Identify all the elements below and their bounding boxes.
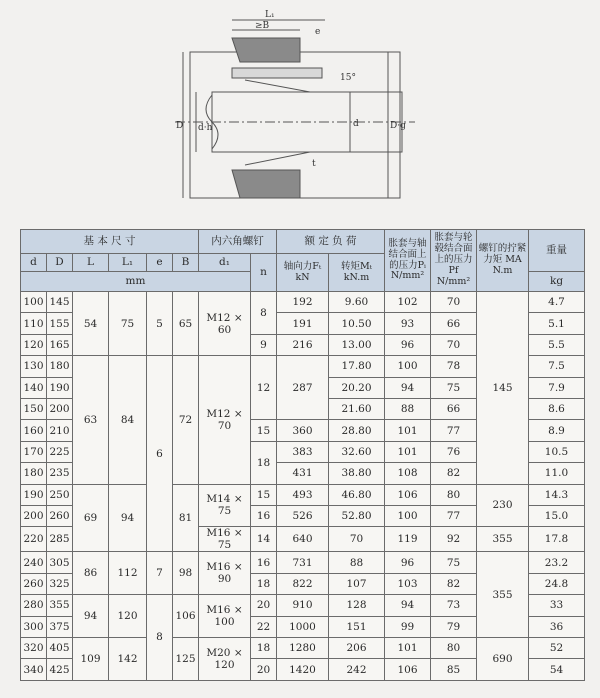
cell-d: 300: [21, 616, 47, 637]
header-col-B: B: [173, 254, 199, 272]
cell-ft: 383: [277, 441, 329, 462]
cell-d: 220: [21, 527, 47, 552]
cell-mt: 9.60: [329, 292, 385, 313]
cell-pi: 102: [385, 292, 431, 313]
cell-d: 160: [21, 420, 47, 441]
cell-pi: 106: [385, 484, 431, 505]
label-dh: d·h: [198, 123, 213, 133]
cell-pi: 100: [385, 356, 431, 377]
cell-pf: 75: [431, 552, 477, 573]
table-row: [21, 552, 585, 573]
cell-pf: 80: [431, 484, 477, 505]
table-body: [21, 292, 585, 681]
cell-mt: 20.20: [329, 377, 385, 398]
sleeve-top: [232, 38, 300, 62]
cell-d: 280: [21, 595, 47, 616]
cell-l: 86: [73, 552, 109, 595]
cell-ma: 145: [477, 292, 529, 485]
cell-d: 140: [21, 377, 47, 398]
cell-d1: M16 × 75: [199, 527, 251, 552]
header-axial-force: 轴向力Fₜ kN: [277, 254, 329, 292]
cell-ma: 355: [477, 552, 529, 638]
label-D: D: [176, 121, 184, 131]
cell-pi: 94: [385, 595, 431, 616]
header-sleeve-hub: 胀套与轮毂结合面上的压力Pf N/mm²: [431, 230, 477, 292]
cell-ft: 192: [277, 292, 329, 313]
cell-mt: 242: [329, 659, 385, 680]
cell-ft: 493: [277, 484, 329, 505]
cell-n: 16: [251, 505, 277, 526]
cell-kg: 52: [529, 637, 585, 658]
cell-D: 325: [47, 573, 73, 594]
cell-kg: 8.6: [529, 398, 585, 419]
cell-pf: 76: [431, 441, 477, 462]
cell-ft: 526: [277, 505, 329, 526]
header-col-d: d: [21, 254, 47, 272]
cell-kg: 15.0: [529, 505, 585, 526]
cell-pf: 70: [431, 334, 477, 355]
cell-D: 190: [47, 377, 73, 398]
cell-pf: 85: [431, 659, 477, 680]
spec-table: [20, 229, 585, 681]
cell-kg: 23.2: [529, 552, 585, 573]
header-col-D: D: [47, 254, 73, 272]
cell-b: 72: [173, 356, 199, 484]
table-row: [21, 484, 585, 505]
cell-ft: 1420: [277, 659, 329, 680]
label-angle: 15°: [340, 73, 356, 83]
cell-n: 12: [251, 356, 277, 420]
cell-n: 20: [251, 595, 277, 616]
cone-line-top: [245, 80, 310, 92]
cell-pf: 66: [431, 398, 477, 419]
cell-D: 250: [47, 484, 73, 505]
cell-n: 22: [251, 616, 277, 637]
cell-ft: 640: [277, 527, 329, 552]
cell-D: 225: [47, 441, 73, 462]
cell-D: 165: [47, 334, 73, 355]
header-col-d1: d₁: [199, 254, 251, 272]
cell-l: 109: [73, 637, 109, 680]
cell-ma: 230: [477, 484, 529, 527]
cell-l: 54: [73, 292, 109, 356]
label-L1: L₁: [265, 10, 275, 20]
cell-e: 7: [147, 552, 173, 595]
cell-kg: 36: [529, 616, 585, 637]
cell-ft: 191: [277, 313, 329, 334]
cell-mt: 70: [329, 527, 385, 552]
cell-kg: 5.1: [529, 313, 585, 334]
cell-pi: 103: [385, 573, 431, 594]
cell-pi: 101: [385, 420, 431, 441]
cell-n: 16: [251, 552, 277, 573]
cell-pf: 92: [431, 527, 477, 552]
cell-l1: 84: [109, 356, 147, 484]
cell-kg: 5.5: [529, 334, 585, 355]
cell-d: 320: [21, 637, 47, 658]
cell-D: 235: [47, 463, 73, 484]
cell-n: 8: [251, 292, 277, 335]
cell-l: 63: [73, 356, 109, 484]
cell-kg: 10.5: [529, 441, 585, 462]
header-sleeve-shaft: 胀套与轴结合面上的压力Pᵢ N/mm²: [385, 230, 431, 292]
cell-ft: 431: [277, 463, 329, 484]
cell-l1: 112: [109, 552, 147, 595]
cell-D: 405: [47, 637, 73, 658]
cell-d: 340: [21, 659, 47, 680]
cell-kg: 54: [529, 659, 585, 680]
cell-l1: 142: [109, 637, 147, 680]
cell-pf: 73: [431, 595, 477, 616]
cell-d: 130: [21, 356, 47, 377]
table-row: [21, 637, 585, 658]
cell-kg: 14.3: [529, 484, 585, 505]
cell-mt: 107: [329, 573, 385, 594]
cell-kg: 11.0: [529, 463, 585, 484]
cell-n: 15: [251, 484, 277, 505]
cell-l: 94: [73, 595, 109, 638]
expansion-sleeve-drawing: [0, 0, 600, 228]
cell-b: 106: [173, 595, 199, 638]
cell-d: 150: [21, 398, 47, 419]
cell-ft: 216: [277, 334, 329, 355]
cell-D: 425: [47, 659, 73, 680]
cell-pi: 96: [385, 552, 431, 573]
cell-pi: 108: [385, 463, 431, 484]
bolt-top: [232, 68, 322, 78]
header-tighten-torque: 螺钉的拧紧力矩 MA N.m: [477, 230, 529, 292]
cell-D: 155: [47, 313, 73, 334]
cell-d1: M14 × 75: [199, 484, 251, 527]
cell-D: 305: [47, 552, 73, 573]
cell-kg: 7.9: [529, 377, 585, 398]
cell-kg: 7.5: [529, 356, 585, 377]
cell-kg: 4.7: [529, 292, 585, 313]
cell-D: 145: [47, 292, 73, 313]
cell-D: 260: [47, 505, 73, 526]
cell-n: 18: [251, 441, 277, 484]
cell-pi: 88: [385, 398, 431, 419]
cell-l1: 94: [109, 484, 147, 552]
cell-pi: 96: [385, 334, 431, 355]
header-rated-load: 额 定 负 荷: [277, 230, 385, 254]
cell-n: 20: [251, 659, 277, 680]
cell-d: 100: [21, 292, 47, 313]
header-weight: 重量: [529, 230, 585, 272]
cell-mt: 38.80: [329, 463, 385, 484]
cell-e: 8: [147, 595, 173, 681]
cell-pi: 101: [385, 637, 431, 658]
cell-d: 240: [21, 552, 47, 573]
cell-d: 170: [21, 441, 47, 462]
cell-mt: 88: [329, 552, 385, 573]
cell-pi: 100: [385, 505, 431, 526]
cell-mt: 46.80: [329, 484, 385, 505]
cell-mt: 128: [329, 595, 385, 616]
cell-e: 5: [147, 292, 173, 356]
cell-d1: M16 × 90: [199, 552, 251, 595]
cell-d1: M16 × 100: [199, 595, 251, 638]
cell-pf: 78: [431, 356, 477, 377]
cell-pf: 77: [431, 505, 477, 526]
cell-d: 180: [21, 463, 47, 484]
cell-D: 200: [47, 398, 73, 419]
cell-d: 110: [21, 313, 47, 334]
cell-l1: 75: [109, 292, 147, 356]
cell-mt: 28.80: [329, 420, 385, 441]
cell-pf: 82: [431, 573, 477, 594]
cell-d: 120: [21, 334, 47, 355]
cell-e: 6: [147, 356, 173, 552]
cell-D: 180: [47, 356, 73, 377]
label-B: ≥B: [255, 21, 270, 31]
cell-pi: 119: [385, 527, 431, 552]
cell-ma: 355: [477, 527, 529, 552]
cell-mt: 52.80: [329, 505, 385, 526]
cell-mt: 10.50: [329, 313, 385, 334]
cell-d: 260: [21, 573, 47, 594]
cell-mt: 17.80: [329, 356, 385, 377]
cell-l1: 120: [109, 595, 147, 638]
table-row: [21, 292, 585, 313]
cell-kg: 24.8: [529, 573, 585, 594]
cell-mt: 206: [329, 637, 385, 658]
cell-ft: 360: [277, 420, 329, 441]
cell-ma: 690: [477, 637, 529, 680]
header-weight-unit: kg: [529, 272, 585, 292]
header-col-n: n: [251, 254, 277, 292]
cell-kg: 17.8: [529, 527, 585, 552]
label-t: t: [312, 159, 316, 169]
cell-n: 14: [251, 527, 277, 552]
cell-b: 81: [173, 484, 199, 552]
cell-ft: 287: [277, 356, 329, 420]
cell-kg: 33: [529, 595, 585, 616]
header-basic-dims: 基 本 尺 寸: [21, 230, 199, 254]
header-col-e: e: [147, 254, 173, 272]
cell-pi: 99: [385, 616, 431, 637]
cell-pf: 82: [431, 463, 477, 484]
cell-d: 200: [21, 505, 47, 526]
cell-pf: 80: [431, 637, 477, 658]
cell-d1: M12 × 60: [199, 292, 251, 356]
cell-pf: 79: [431, 616, 477, 637]
cell-ft: 731: [277, 552, 329, 573]
header-hex-bolt: 内六角螺钉: [199, 230, 277, 254]
label-d: d: [353, 119, 359, 129]
cell-b: 98: [173, 552, 199, 595]
cell-pi: 93: [385, 313, 431, 334]
cell-ft: 1000: [277, 616, 329, 637]
cell-b: 65: [173, 292, 199, 356]
sleeve-bottom: [232, 170, 300, 198]
cell-d1: M12 × 70: [199, 356, 251, 484]
cell-mt: 21.60: [329, 398, 385, 419]
cell-mt: 32.60: [329, 441, 385, 462]
cell-pf: 66: [431, 313, 477, 334]
cell-pf: 70: [431, 292, 477, 313]
label-Dg: D·g: [390, 121, 406, 131]
cell-pi: 101: [385, 441, 431, 462]
cell-pf: 75: [431, 377, 477, 398]
header-torque: 转矩Mₜ kN.m: [329, 254, 385, 292]
cell-ft: 1280: [277, 637, 329, 658]
cell-ft: 822: [277, 573, 329, 594]
cell-D: 375: [47, 616, 73, 637]
cell-kg: 8.9: [529, 420, 585, 441]
cell-ft: 910: [277, 595, 329, 616]
cell-d: 190: [21, 484, 47, 505]
cell-d1: M20 × 120: [199, 637, 251, 680]
cell-b: 125: [173, 637, 199, 680]
cell-D: 355: [47, 595, 73, 616]
cell-n: 18: [251, 637, 277, 658]
header-mm: mm: [21, 272, 251, 292]
cell-l: 69: [73, 484, 109, 552]
cell-pf: 77: [431, 420, 477, 441]
header-col-L: L: [73, 254, 109, 272]
cell-mt: 13.00: [329, 334, 385, 355]
cell-pi: 106: [385, 659, 431, 680]
cell-mt: 151: [329, 616, 385, 637]
cell-n: 15: [251, 420, 277, 441]
cell-D: 210: [47, 420, 73, 441]
header-col-L1: L₁: [109, 254, 147, 272]
label-e: e: [315, 27, 321, 37]
cell-n: 9: [251, 334, 277, 355]
cell-n: 18: [251, 573, 277, 594]
cell-pi: 94: [385, 377, 431, 398]
cone-line-bottom: [245, 152, 310, 165]
cell-D: 285: [47, 527, 73, 552]
